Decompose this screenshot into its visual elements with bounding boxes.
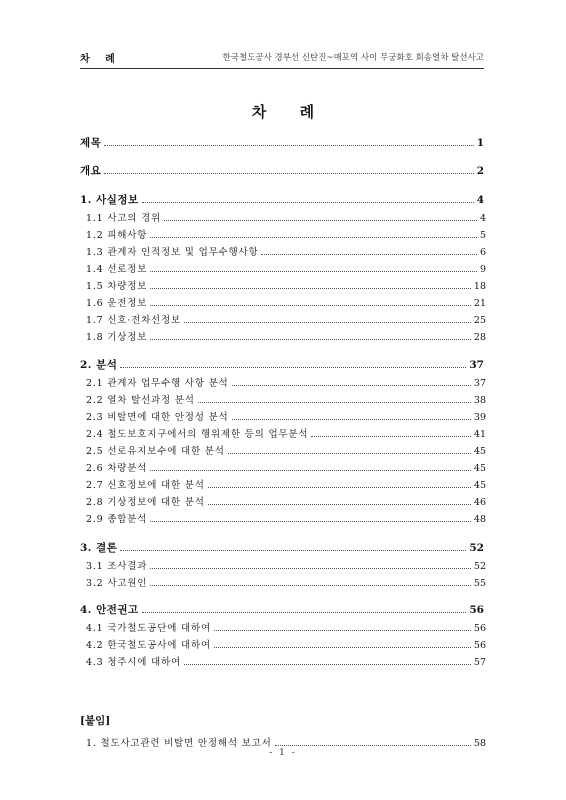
toc-entry-label: 3.1 조사결과 [86,561,148,572]
toc-page-number: 5 [479,230,486,241]
dot-leader [184,664,471,665]
toc-page-number: 21 [473,298,486,309]
dot-leader [150,470,471,471]
toc-page-number: 18 [473,281,486,292]
toc-page-number: 52 [473,561,486,572]
dot-leader [184,322,471,323]
dot-leader [120,550,466,551]
toc-entry-label: 4.2 한국철도공사에 대하여 [86,640,211,651]
dot-leader [104,173,473,174]
toc-entry-2-6[interactable] [86,460,486,474]
dot-leader [150,585,471,586]
dot-leader [232,419,471,420]
toc-page-number: 6 [479,247,486,258]
toc-entry-2-5[interactable] [86,443,486,457]
dot-leader [150,521,471,522]
toc-entry-label: 1.4 선로정보 [86,264,148,275]
toc-section-2[interactable] [80,357,484,372]
dot-leader [208,487,471,488]
toc-entry-label: 1.8 기상정보 [86,332,148,343]
toc-entry-label: 1.3 관계자 인적정보 및 업무수행사항 [86,247,259,258]
toc-entry-label: 1.2 피해사항 [86,230,148,241]
toc-entry-label: 개요 [80,165,102,177]
toc-page-number: 1 [476,137,484,149]
toc-entry-2-3[interactable] [86,409,486,423]
running-header [80,48,484,69]
toc-page-number: 4 [476,194,484,206]
toc-page-number: 45 [473,463,486,474]
toc-page-number: 25 [473,315,486,326]
toc-entry-2-7[interactable] [86,477,486,491]
toc-page-number: 28 [473,332,486,343]
toc-entry-label: 2.1 관계자 업무수행 사항 분석 [86,378,229,389]
dot-leader [164,220,477,221]
toc-entry-label: 제목 [80,137,102,149]
toc-page-number: 37 [469,359,484,371]
header-report-title: 한국철도공사 경부선 신탄진~매포역 사이 무궁화호 회송열차 탈선사고 [222,53,484,63]
dot-leader [150,568,471,569]
toc-entry-4-1[interactable] [86,620,486,634]
toc-entry-1-3[interactable] [86,244,486,258]
toc-page-number: 2 [476,165,484,177]
toc-page-number: 9 [479,264,486,275]
toc-entry-label: 2.9 종합분석 [86,514,148,525]
dot-leader [104,145,473,146]
toc-entry-2-8[interactable] [86,494,486,508]
toc-entry-label: 2.4 철도보호지구에서의 행위제한 등의 업무분석 [86,429,309,440]
toc-entry-title[interactable] [80,135,484,150]
toc-entry-1-7[interactable] [86,312,486,326]
toc-entry-label: 2.5 선로유지보수에 대한 분석 [86,446,225,457]
toc-entry-label: 4.3 청주시에 대하여 [86,657,181,668]
toc-page-number: 57 [473,657,486,668]
toc-page-number: 45 [473,480,486,491]
toc-entry-3-2[interactable] [86,575,486,589]
toc-entry-label: 4.1 국가철도공단에 대하여 [86,623,211,634]
dot-leader [150,237,477,238]
toc-entry-2-2[interactable] [86,392,486,406]
dot-leader [232,385,471,386]
dot-leader [120,367,466,368]
dot-leader [275,745,471,746]
toc-page-number: 56 [473,623,486,634]
dot-leader [311,436,471,437]
toc-entry-1-2[interactable] [86,227,486,241]
toc-entry-label: 1.5 차량정보 [86,281,148,292]
toc-entry-label: 3.2 사고원인 [86,578,148,589]
toc-page-number: 38 [473,395,486,406]
toc-entry-label: 4. 안전권고 [80,604,139,616]
toc-page-number: 37 [473,378,486,389]
toc-entry-2-9[interactable] [86,511,486,525]
toc-entry-label: 1. 철도사고관련 비탈면 안정해석 보고서 [86,738,272,749]
page-title: 차 례 [251,103,329,121]
toc-entry-label: 1.1 사고의 경위 [86,213,162,224]
toc-entry-label: 1. 사실정보 [80,194,139,206]
toc-page-number: 39 [473,412,486,423]
dot-leader [214,630,471,631]
toc-entry-2-1[interactable] [86,375,486,389]
toc-entry-1-8[interactable] [86,329,486,343]
toc-entry-4-2[interactable] [86,637,486,651]
dot-leader [198,402,471,403]
toc-page-number: 55 [473,578,486,589]
toc-entry-2-4[interactable] [86,426,486,440]
toc-page-number: 41 [473,429,486,440]
toc-page-number: 48 [473,514,486,525]
toc-entry-label: 2.2 열차 탈선과정 분석 [86,395,195,406]
dot-leader [150,271,477,272]
toc-page-number: 52 [469,542,484,554]
toc-section-3[interactable] [80,540,484,555]
toc-page-number: 45 [473,446,486,457]
toc-entry-1-5[interactable] [86,278,486,292]
dot-leader [228,453,471,454]
header-section-label: 차 례 [80,54,121,65]
toc-page-number: 58 [473,738,486,749]
dot-leader [214,647,471,648]
toc-entry-label: 1.7 신호·전차선정보 [86,315,181,326]
toc-entry-label: 2.3 비탈면에 대한 안정성 분석 [86,412,229,423]
toc-entry-label: 2.7 신호정보에 대한 분석 [86,480,205,491]
toc-section-1[interactable] [80,192,484,207]
toc-entry-label: 3. 결론 [80,542,118,554]
page-number-footer: - 1 - [269,748,297,758]
toc-entry-4-3[interactable] [86,654,486,668]
toc-entry-label: 2.6 차량분석 [86,463,148,474]
toc-page-number: 46 [473,497,486,508]
toc-page-number: 56 [469,604,484,616]
dot-leader [261,254,476,255]
dot-leader [142,202,474,203]
toc-entry-label: 2. 분석 [80,359,118,371]
dot-leader [150,339,471,340]
dot-leader [150,305,471,306]
toc-page-number: 56 [473,640,486,651]
dot-leader [208,504,471,505]
toc-entry-annex-1[interactable] [86,735,486,749]
toc-entry-1-1[interactable] [86,210,486,224]
toc-entry-1-6[interactable] [86,295,486,309]
toc-entry-label: 2.8 기상정보에 대한 분석 [86,497,205,508]
toc-page-number: 4 [479,213,486,224]
annex-heading: [붙임] [80,715,111,727]
toc-entry-1-4[interactable] [86,261,486,275]
dot-leader [142,612,467,613]
toc-entry-label: 1.6 운전정보 [86,298,148,309]
toc-section-4[interactable] [80,602,484,617]
toc-entry-overview[interactable] [80,163,484,178]
dot-leader [150,288,471,289]
toc-entry-3-1[interactable] [86,558,486,572]
